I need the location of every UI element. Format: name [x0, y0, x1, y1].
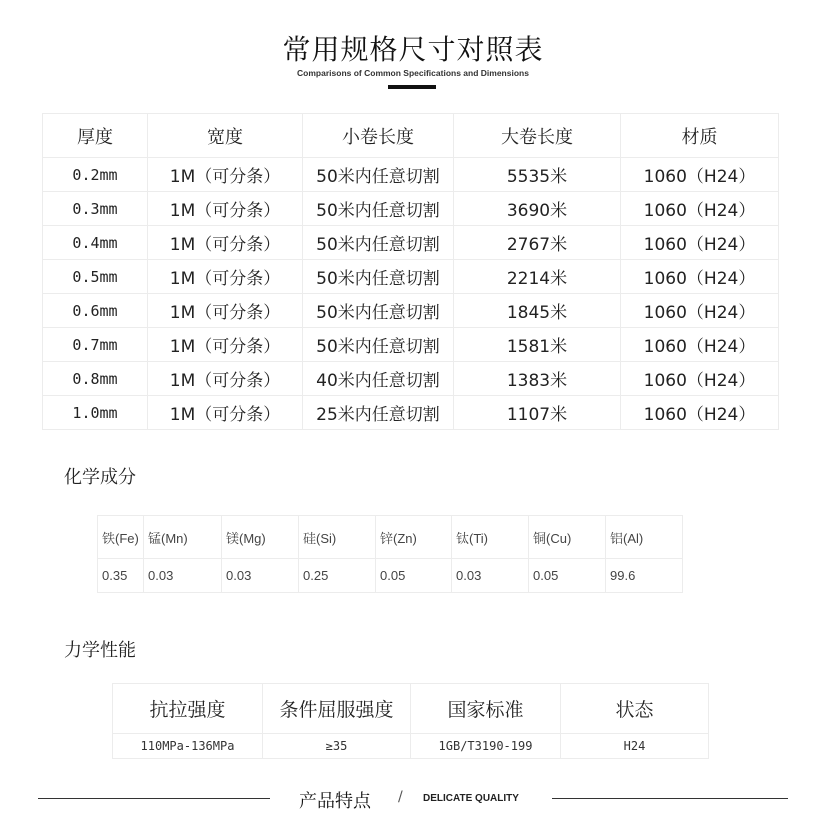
table-header-row [98, 516, 683, 559]
table-cell: 50米内任意切割 [303, 226, 454, 260]
table-cell: 1GB/T3190-199 [411, 734, 561, 759]
table-cell: ≥35 [263, 734, 411, 759]
table-row [113, 734, 709, 759]
table-row [43, 328, 779, 362]
table-cell: 50米内任意切割 [303, 158, 454, 192]
table-cell: 1M（可分条） [148, 158, 303, 192]
table-cell: 110MPa-136MPa [113, 734, 263, 759]
table-cell: 状态 [561, 684, 709, 734]
table-cell: 50米内任意切割 [303, 294, 454, 328]
table-cell: 5535米 [454, 158, 621, 192]
table-cell: 1845米 [454, 294, 621, 328]
table-cell: 国家标准 [411, 684, 561, 734]
table-cell: 铝(Al) [606, 516, 683, 559]
table-cell: 50米内任意切割 [303, 260, 454, 294]
table-cell: 1060（H24） [621, 294, 779, 328]
table-header-row [113, 684, 709, 734]
table-cell: 0.6mm [43, 294, 148, 328]
table-cell: 0.03 [222, 559, 299, 593]
table-cell: 1M（可分条） [148, 192, 303, 226]
table-cell: 1M（可分条） [148, 294, 303, 328]
table-cell: 铜(Cu) [529, 516, 606, 559]
table-cell: 0.3mm [43, 192, 148, 226]
chemical-table [97, 515, 683, 593]
table-cell: 小卷长度 [303, 114, 454, 158]
table-cell: 0.8mm [43, 362, 148, 396]
table-cell: 条件屈服强度 [263, 684, 411, 734]
table-cell: 2767米 [454, 226, 621, 260]
table-cell: 抗拉强度 [113, 684, 263, 734]
page-subtitle: Comparisons of Common Specifications and Dimensions [297, 68, 529, 78]
table-cell: 1060（H24） [621, 158, 779, 192]
table-cell: 1060（H24） [621, 226, 779, 260]
table-cell: 钛(Ti) [452, 516, 529, 559]
table-cell: 0.03 [144, 559, 222, 593]
table-cell: 0.7mm [43, 328, 148, 362]
table-cell: 1M（可分条） [148, 260, 303, 294]
table-cell: 1M（可分条） [148, 226, 303, 260]
table-cell: 1060（H24） [621, 328, 779, 362]
table-cell: 25米内任意切割 [303, 396, 454, 430]
footer-english: DELICATE QUALITY [423, 793, 519, 804]
footer-divider-right [552, 798, 788, 799]
table-cell: 0.05 [376, 559, 452, 593]
table-cell: 99.6 [606, 559, 683, 593]
table-cell: 0.2mm [43, 158, 148, 192]
table-cell: 1383米 [454, 362, 621, 396]
table-cell: 1581米 [454, 328, 621, 362]
table-cell: 铁(Fe) [98, 516, 144, 559]
chemical-heading: 化学成分 [64, 467, 136, 488]
mechanical-table [112, 683, 709, 759]
table-cell: 镁(Mg) [222, 516, 299, 559]
table-cell: 0.25 [299, 559, 376, 593]
table-cell: 1060（H24） [621, 192, 779, 226]
table-cell: 40米内任意切割 [303, 362, 454, 396]
page-title: 常用规格尺寸对照表 [282, 33, 544, 66]
table-cell: 1107米 [454, 396, 621, 430]
mechanical-heading: 力学性能 [64, 640, 136, 661]
table-cell: 50米内任意切割 [303, 192, 454, 226]
table-header-row [43, 114, 779, 158]
table-cell: 1060（H24） [621, 396, 779, 430]
footer-divider-left [38, 798, 270, 799]
table-cell: 0.35 [98, 559, 144, 593]
footer-slash: / [398, 789, 403, 805]
table-row [43, 396, 779, 430]
footer-title: 产品特点 [299, 791, 371, 812]
table-cell: H24 [561, 734, 709, 759]
table-row [43, 158, 779, 192]
table-cell: 宽度 [148, 114, 303, 158]
table-cell: 厚度 [43, 114, 148, 158]
table-row [98, 559, 683, 593]
table-cell: 大卷长度 [454, 114, 621, 158]
table-cell: 0.05 [529, 559, 606, 593]
table-cell: 1.0mm [43, 396, 148, 430]
spec-table [42, 113, 779, 430]
table-row [43, 226, 779, 260]
title-underline [388, 85, 436, 89]
table-cell: 0.03 [452, 559, 529, 593]
table-cell: 1M（可分条） [148, 396, 303, 430]
table-cell: 2214米 [454, 260, 621, 294]
table-cell: 50米内任意切割 [303, 328, 454, 362]
table-row [43, 260, 779, 294]
table-cell: 1060（H24） [621, 362, 779, 396]
table-cell: 锰(Mn) [144, 516, 222, 559]
table-cell: 1M（可分条） [148, 362, 303, 396]
table-cell: 1M（可分条） [148, 328, 303, 362]
table-cell: 3690米 [454, 192, 621, 226]
table-cell: 材质 [621, 114, 779, 158]
table-row [43, 294, 779, 328]
table-cell: 硅(Si) [299, 516, 376, 559]
table-cell: 0.4mm [43, 226, 148, 260]
table-row [43, 362, 779, 396]
table-cell: 1060（H24） [621, 260, 779, 294]
table-cell: 锌(Zn) [376, 516, 452, 559]
table-cell: 0.5mm [43, 260, 148, 294]
table-row [43, 192, 779, 226]
